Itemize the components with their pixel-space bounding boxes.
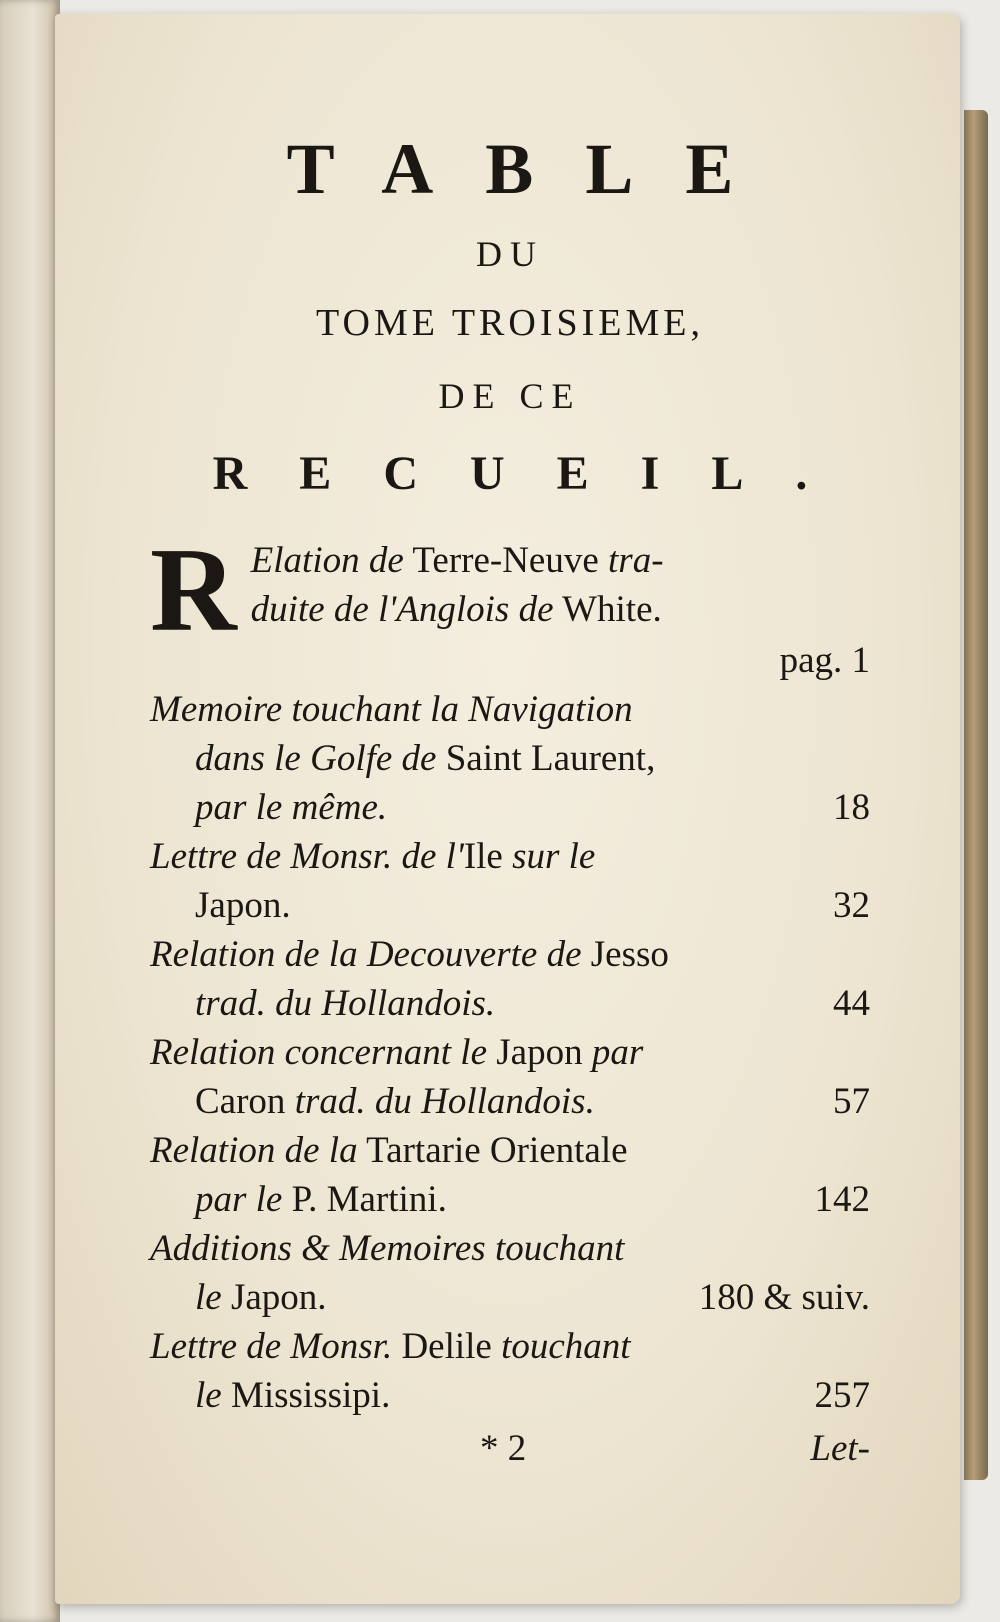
heading-du: DU bbox=[476, 234, 544, 274]
toc-entry bbox=[150, 832, 870, 930]
entry-text: Saint Laurent, bbox=[436, 738, 656, 779]
table-of-contents bbox=[150, 523, 870, 1420]
page-number: pag. 1 bbox=[779, 640, 870, 681]
entry-text: le bbox=[195, 1375, 222, 1416]
entry-line bbox=[150, 1077, 870, 1126]
entry-text: Japon. bbox=[221, 1277, 327, 1318]
entry-line bbox=[150, 930, 870, 979]
page-content bbox=[150, 124, 870, 1474]
entry-text: Delile bbox=[392, 1326, 502, 1367]
entry-text: Ile bbox=[463, 836, 513, 877]
toc-entry bbox=[150, 930, 870, 1028]
entry-text: dans le Golfe de bbox=[195, 738, 437, 779]
entry-line bbox=[150, 1175, 870, 1224]
entry-text: Relation de la Decouverte de bbox=[150, 934, 582, 975]
page-title: TABLE bbox=[286, 129, 786, 209]
page-number: 44 bbox=[833, 983, 870, 1024]
entry-text: Mississipi. bbox=[221, 1375, 391, 1416]
heading-de-ce: DE CE bbox=[438, 376, 582, 416]
entry-line bbox=[150, 1126, 870, 1175]
entry-line bbox=[150, 734, 870, 783]
entry-text: Lettre de Monsr. bbox=[150, 1326, 393, 1367]
toc-entry bbox=[150, 1322, 870, 1420]
entry-text: par le bbox=[195, 1179, 283, 1220]
entry-text: P. Martini. bbox=[282, 1179, 447, 1220]
entry-line: Japon. bbox=[195, 885, 291, 926]
entry-text: sur le bbox=[512, 836, 596, 877]
entry-text: Elation de bbox=[250, 540, 404, 581]
signature-mark: * 2 bbox=[480, 1428, 527, 1469]
entry-line bbox=[150, 1028, 870, 1077]
entry-text: Relation de la bbox=[150, 1130, 358, 1171]
entry-text: Japon bbox=[487, 1032, 592, 1073]
entry-line: Additions & Memoires touchant bbox=[150, 1228, 625, 1269]
page-number: 180 & suiv. bbox=[698, 1277, 870, 1318]
entry-line bbox=[150, 1322, 870, 1371]
toc-entry bbox=[150, 1028, 870, 1126]
toc-entry bbox=[150, 523, 870, 685]
left-page-edge bbox=[0, 0, 60, 1622]
entry-text: Lettre de Monsr. de l' bbox=[150, 836, 464, 877]
book-page bbox=[55, 14, 960, 1604]
entry-text: duite de l'Anglois de bbox=[250, 589, 554, 630]
entry-text: tra- bbox=[608, 540, 664, 581]
toc-entry bbox=[150, 1126, 870, 1224]
heading-recueil: RECUEIL. bbox=[212, 447, 860, 500]
entry-line: trad. du Hollandois. bbox=[195, 983, 496, 1024]
entry-text: trad. du Hollandois. bbox=[294, 1081, 595, 1122]
entry-text: le bbox=[195, 1277, 222, 1318]
entry-text: Caron bbox=[195, 1081, 295, 1122]
entry-line: par le même. bbox=[195, 787, 388, 828]
page-number: 57 bbox=[833, 1081, 870, 1122]
page-number: 142 bbox=[814, 1179, 870, 1220]
entry-text: Jesso bbox=[581, 934, 669, 975]
entry-text: par bbox=[591, 1032, 644, 1073]
entry-line: Memoire touchant la Navigation bbox=[150, 689, 633, 730]
entry-text: touchant bbox=[501, 1326, 631, 1367]
toc-entry bbox=[150, 1224, 870, 1322]
heading-tome: TOME TROISIEME, bbox=[316, 302, 704, 344]
page-number: 18 bbox=[833, 787, 870, 828]
page-footer bbox=[150, 1424, 870, 1474]
entry-line bbox=[150, 536, 870, 585]
page-number: 257 bbox=[814, 1375, 870, 1416]
book-spine bbox=[964, 110, 988, 1480]
catchword: Let- bbox=[810, 1428, 870, 1469]
entry-line bbox=[150, 585, 870, 634]
entry-text: White. bbox=[553, 589, 662, 630]
entry-text: Relation concernant le bbox=[150, 1032, 488, 1073]
toc-entry bbox=[150, 685, 870, 832]
entry-text: Terre-Neuve bbox=[403, 540, 609, 581]
entry-line bbox=[150, 832, 870, 881]
page-number: 32 bbox=[833, 885, 870, 926]
entry-line bbox=[150, 1371, 870, 1420]
entry-text: Tartarie Orientale bbox=[357, 1130, 628, 1171]
drop-cap: R bbox=[150, 523, 237, 656]
